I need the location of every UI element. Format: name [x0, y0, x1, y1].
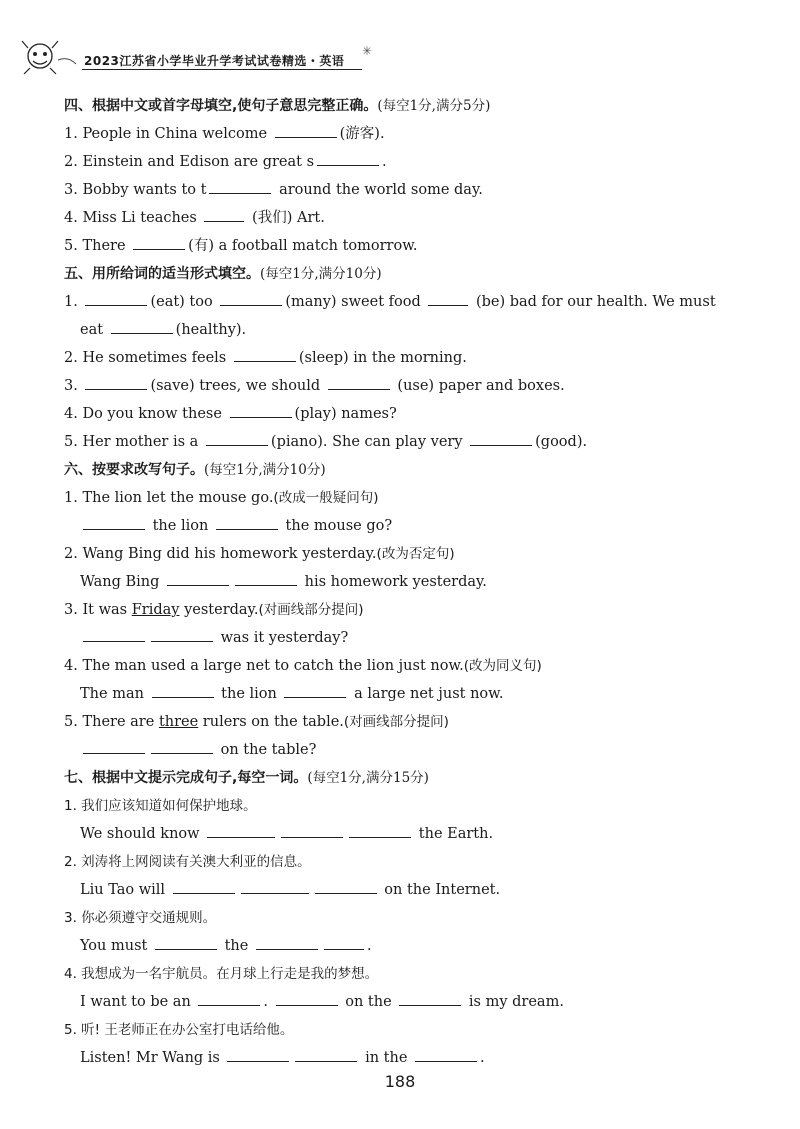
answer-blank[interactable] [415, 1047, 477, 1062]
question-7-4: 4. 我想成为一名宇航员。在月球上行走是我的梦想。 [64, 966, 379, 982]
answer-blank[interactable] [235, 571, 297, 586]
question-4-5: 5. There (有) a football match tomorrow. [64, 232, 744, 260]
answer-blank[interactable] [324, 935, 364, 950]
question-7-3: 3. 你必须遵守交通规则。 [64, 910, 217, 926]
answer-blank[interactable] [207, 823, 275, 838]
question-6-2: 2. Wang Bing did his homework yesterday.(改为否定句) [64, 546, 455, 562]
answer-blank[interactable] [328, 375, 390, 390]
answer-blank[interactable] [206, 431, 268, 446]
answer-blank[interactable] [83, 515, 145, 530]
question-6-3: 3. It was Friday yesterday.(对画线部分提问) [64, 602, 364, 618]
answer-blank[interactable] [151, 739, 213, 754]
question-7-2: 2. 刘涛将上网阅读有关澳大利亚的信息。 [64, 854, 311, 870]
answer-blank[interactable] [234, 347, 296, 362]
question-5-1: 1. (eat) too (many) sweet food (be) bad for our health. We must [64, 288, 744, 316]
question-5-1-cont: eat (healthy). [64, 316, 744, 344]
exercise-content [64, 92, 744, 1072]
question-7-5-answer: Listen! Mr Wang is in the . [64, 1044, 744, 1072]
question-7-4-answer: I want to be an . on the is my dream. [64, 988, 744, 1016]
question-7-2-answer: Liu Tao will on the Internet. [64, 876, 744, 904]
answer-blank[interactable] [317, 151, 379, 166]
question-7-5: 5. 听! 王老师正在办公室打电话给他。 [64, 1022, 294, 1038]
question-4-2: 2. Einstein and Edison are great s . [64, 148, 744, 176]
question-5-2: 2. He sometimes feels (sleep) in the morning. [64, 344, 744, 372]
answer-blank[interactable] [133, 235, 185, 250]
answer-blank[interactable] [209, 179, 271, 194]
answer-blank[interactable] [83, 627, 145, 642]
page-number: 188 [384, 1072, 416, 1091]
answer-blank[interactable] [152, 683, 214, 698]
answer-blank[interactable] [275, 123, 337, 138]
page-header [18, 38, 378, 78]
answer-blank[interactable] [284, 683, 346, 698]
section-5-title: 五、用所给词的适当形式填空。(每空1分,满分10分) [64, 266, 382, 282]
question-5-5: 5. Her mother is a (piano). She can play very (good). [64, 428, 744, 456]
section-4-title: 四、根据中文或首字母填空,使句子意思完整正确。(每空1分,满分5分) [64, 98, 491, 114]
question-7-3-answer: You must the . [64, 932, 744, 960]
answer-blank[interactable] [220, 291, 282, 306]
answer-blank[interactable] [470, 431, 532, 446]
answer-blank[interactable] [227, 1047, 289, 1062]
answer-blank[interactable] [349, 823, 411, 838]
answer-blank[interactable] [315, 879, 377, 894]
section-6-title: 六、按要求改写句子。(每空1分,满分10分) [64, 462, 326, 478]
answer-blank[interactable] [256, 935, 318, 950]
question-4-4: 4. Miss Li teaches (我们) Art. [64, 204, 744, 232]
answer-blank[interactable] [230, 403, 292, 418]
question-6-4: 4. The man used a large net to catch the lion just now.(改为同义句) [64, 658, 542, 674]
question-7-1-answer: We should know the Earth. [64, 820, 744, 848]
answer-blank[interactable] [173, 879, 235, 894]
header-title: 2023江苏省小学毕业升学考试试卷精选・英语 [84, 54, 345, 68]
answer-blank[interactable] [216, 515, 278, 530]
question-4-3: 3. Bobby wants to t around the world some day. [64, 176, 744, 204]
question-6-4-answer: The man the lion a large net just now. [64, 680, 744, 708]
cartoon-mascot-icon [18, 38, 78, 78]
answer-blank[interactable] [428, 291, 468, 306]
sparkle-icon: ✳ [362, 44, 373, 58]
question-6-5-answer: on the table? [64, 736, 744, 764]
question-6-3-answer: was it yesterday? [64, 624, 744, 652]
question-5-4: 4. Do you know these (play) names? [64, 400, 744, 428]
answer-blank[interactable] [276, 991, 338, 1006]
header-divider [82, 69, 362, 70]
answer-blank[interactable] [155, 935, 217, 950]
answer-blank[interactable] [281, 823, 343, 838]
question-6-2-answer: Wang Bing his homework yesterday. [64, 568, 744, 596]
answer-blank[interactable] [83, 739, 145, 754]
answer-blank[interactable] [111, 319, 173, 334]
answer-blank[interactable] [399, 991, 461, 1006]
question-6-5: 5. There are three rulers on the table.(对画线部分提问) [64, 714, 449, 730]
answer-blank[interactable] [204, 207, 244, 222]
section-7-title: 七、根据中文提示完成句子,每空一词。(每空1分,满分15分) [64, 770, 429, 786]
answer-blank[interactable] [85, 291, 147, 306]
answer-blank[interactable] [167, 571, 229, 586]
answer-blank[interactable] [295, 1047, 357, 1062]
question-6-1-answer: the lion the mouse go? [64, 512, 744, 540]
question-5-3: 3. (save) trees, we should (use) paper and boxes. [64, 372, 744, 400]
answer-blank[interactable] [85, 375, 147, 390]
answer-blank[interactable] [198, 991, 260, 1006]
answer-blank[interactable] [151, 627, 213, 642]
question-4-1: 1. People in China welcome (游客). [64, 120, 744, 148]
question-7-1: 1. 我们应该知道如何保护地球。 [64, 798, 257, 814]
question-6-1: 1. The lion let the mouse go.(改成一般疑问句) [64, 490, 379, 506]
answer-blank[interactable] [241, 879, 309, 894]
